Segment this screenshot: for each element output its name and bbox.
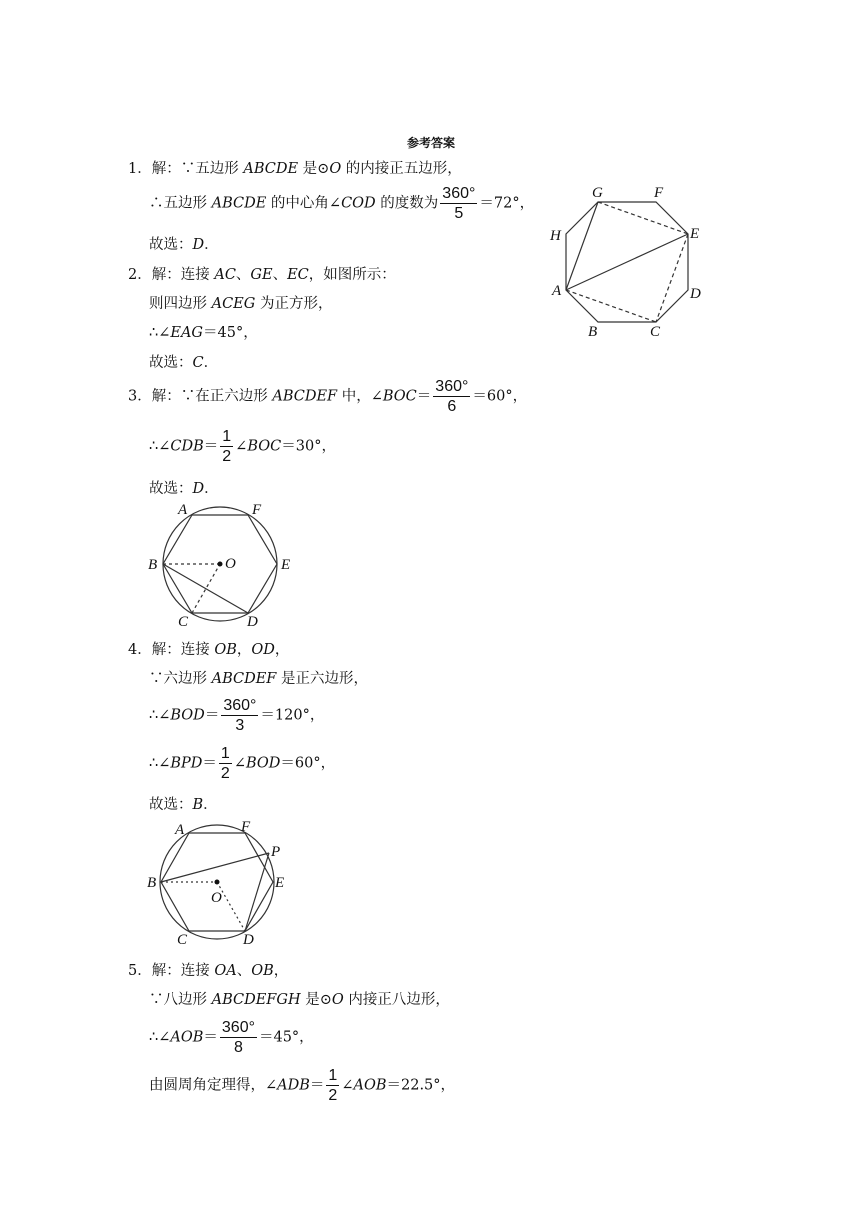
label-c: C xyxy=(177,932,188,948)
hexagon-figure-2 xyxy=(145,818,305,948)
q4-fraction-1: $\frac{360^\circ}{3}$ xyxy=(223,697,257,734)
label-c: C xyxy=(178,614,189,630)
q1-answer: 故选：D． xyxy=(149,237,219,253)
q2-answer: 故选：C． xyxy=(149,355,219,371)
q5-line2: ∵八边形 ABCDEFGH 是⊙O 内接正八边形， xyxy=(149,992,450,1008)
label-b: B xyxy=(588,324,598,340)
q1-line2: ∴五边形 ABCDE 的中心角∠COD 的度数为 $\frac{360^\circ}{5}$ ＝72°， xyxy=(149,185,535,222)
label-e: E xyxy=(281,557,291,573)
q5-line4: 由圆周角定理得，∠ADB＝ $\frac{1}{2}$ ∠AOB＝22.5°， xyxy=(149,1067,456,1104)
q1-fraction: $\frac{360^\circ}{5}$ xyxy=(442,185,476,222)
label-a: A xyxy=(175,822,185,838)
q3-answer: 故选：D． xyxy=(149,481,219,497)
q4-line4: ∴∠BPD＝ $\frac{1}{2}$ ∠BOD＝60°， xyxy=(149,745,336,782)
q4-fraction-2: $\frac{1}{2}$ xyxy=(220,745,230,782)
label-b: B xyxy=(147,875,157,891)
label-d: D xyxy=(247,614,258,630)
q4-answer: 故选：B． xyxy=(149,797,218,813)
center-point xyxy=(218,562,223,567)
q3-fraction-2: $\frac{1}{2}$ xyxy=(222,428,232,465)
segment-bp xyxy=(161,853,269,882)
label-a: A xyxy=(552,283,562,299)
q3-line1: 3．解：∵在正六边形 ABCDEF 中，∠BOC＝ $\frac{360^\circ}{6}$ ＝60°， xyxy=(128,378,528,415)
segment-ge xyxy=(598,202,688,234)
q3-line2: ∴∠CDB＝ $\frac{1}{2}$ ∠BOC＝30°， xyxy=(149,428,336,465)
octagon-figure xyxy=(540,180,720,340)
center-point xyxy=(215,880,220,885)
label-o: O xyxy=(225,556,236,572)
segment-pd xyxy=(245,853,269,931)
label-g: G xyxy=(592,185,603,201)
q2-line2: 则四边形 ACEG 为正方形， xyxy=(149,296,333,312)
q4-line2: ∵六边形 ABCDEF 是正六边形， xyxy=(149,671,368,687)
q5-line3: ∴∠AOB＝ $\frac{360^\circ}{8}$ ＝45°， xyxy=(149,1019,314,1056)
segment-ag xyxy=(566,202,598,290)
segment-ac xyxy=(566,290,656,322)
q5-fraction-1: $\frac{360^\circ}{8}$ xyxy=(221,1019,255,1056)
label-e: E xyxy=(275,875,285,891)
page-title: 参考答案 xyxy=(407,136,456,150)
label-d: D xyxy=(690,286,701,302)
label-p: P xyxy=(271,844,281,860)
label-d: D xyxy=(243,932,254,948)
q1-line1: 1．解：∵五边形 ABCDE 是⊙O 的内接正五边形， xyxy=(128,161,462,177)
label-f: F xyxy=(241,819,251,835)
q4-line1: 4．解：连接 OB，OD， xyxy=(128,642,290,658)
label-e: E xyxy=(690,226,700,242)
label-a: A xyxy=(178,502,188,518)
label-b: B xyxy=(148,557,158,573)
q3-fraction-1: $\frac{360^\circ}{6}$ xyxy=(435,378,469,415)
q4-line3: ∴∠BOD＝ $\frac{360^\circ}{3}$ ＝120°， xyxy=(149,697,325,734)
q2-line3: ∴∠EAG＝45°， xyxy=(149,325,258,341)
hexagon-figure-1 xyxy=(145,500,305,630)
q2-line1: 2．解：连接 AC、GE、EC，如图所示： xyxy=(128,267,396,283)
label-f: F xyxy=(654,185,664,201)
label-h: H xyxy=(550,228,561,244)
label-c: C xyxy=(650,324,661,340)
q5-line1: 5．解：连接 OA、OB， xyxy=(128,963,289,979)
label-o: O xyxy=(211,890,222,906)
segment-ec xyxy=(656,234,688,322)
label-f: F xyxy=(252,502,262,518)
segment-ae xyxy=(566,234,688,290)
q5-fraction-2: $\frac{1}{2}$ xyxy=(328,1067,338,1104)
